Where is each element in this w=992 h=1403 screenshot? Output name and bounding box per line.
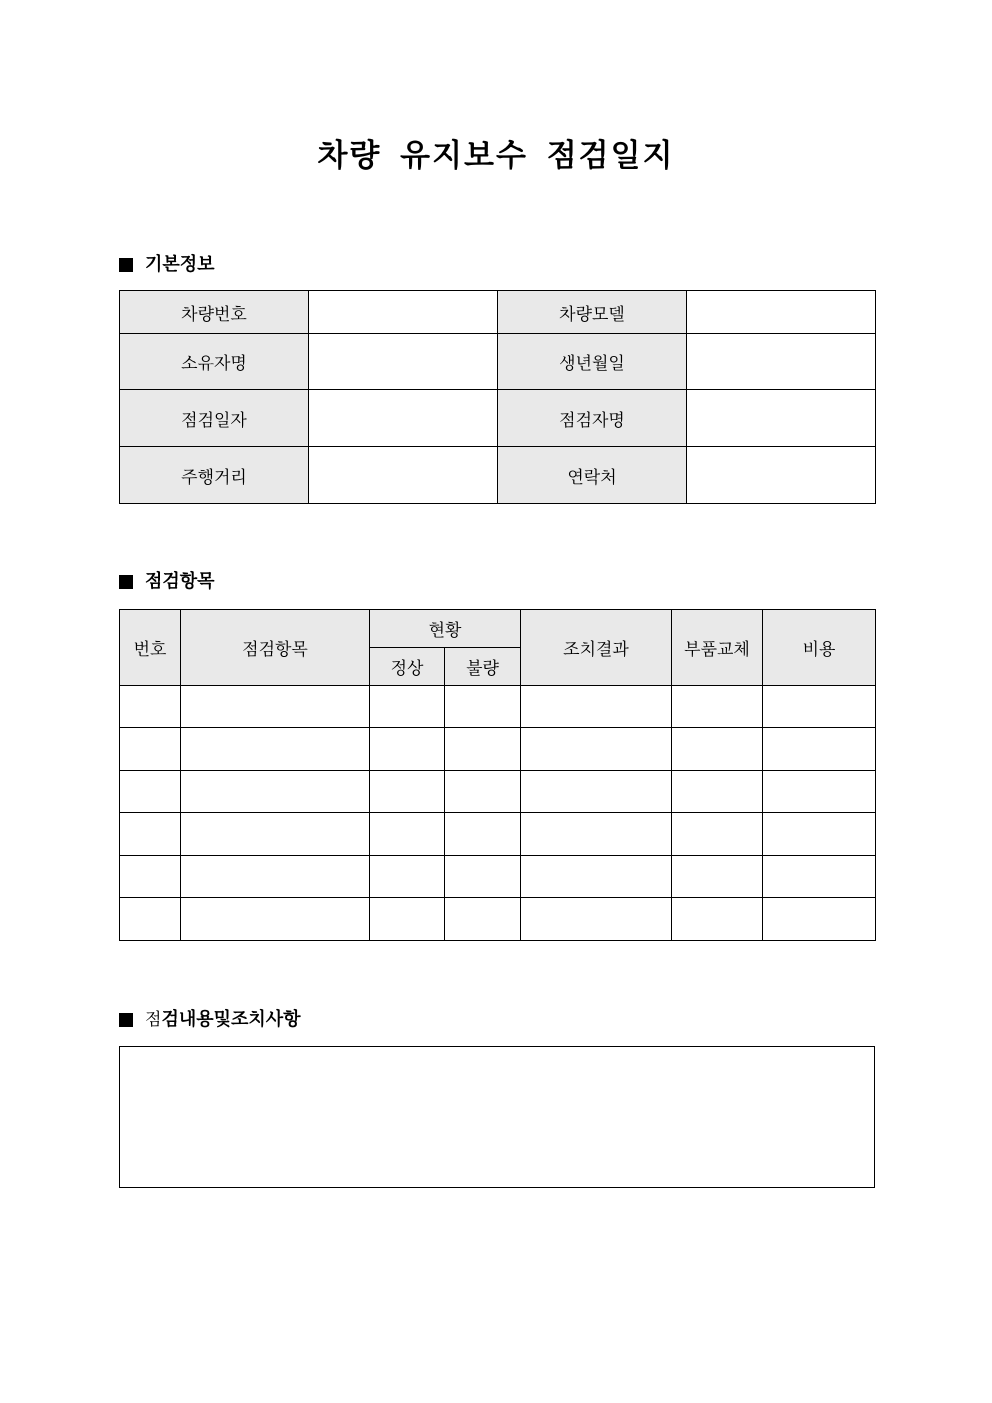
parts-replacement-cell[interactable] <box>672 686 763 728</box>
owner-name-field[interactable] <box>309 334 498 390</box>
contact-label: 연락처 <box>498 447 687 504</box>
square-bullet-icon <box>119 575 133 589</box>
mileage-field[interactable] <box>309 447 498 504</box>
parts-replacement-cell[interactable] <box>672 813 763 856</box>
defective-cell[interactable] <box>445 813 521 856</box>
notes-heading <box>119 1008 301 1032</box>
normal-cell[interactable] <box>370 686 445 728</box>
table-row <box>120 728 876 771</box>
column-header-cost: 비용 <box>763 610 876 686</box>
inspector-name-field[interactable] <box>687 390 876 447</box>
number-cell[interactable] <box>120 813 181 856</box>
birth-date-field[interactable] <box>687 334 876 390</box>
parts-replacement-cell[interactable] <box>672 728 763 771</box>
parts-replacement-cell[interactable] <box>672 771 763 813</box>
notes-heading-text: 검내용및조치사항 <box>161 1009 301 1030</box>
mileage-label: 주행거리 <box>120 447 309 504</box>
column-header-defective: 불량 <box>445 648 521 686</box>
number-cell[interactable] <box>120 856 181 898</box>
defective-cell[interactable] <box>445 856 521 898</box>
item-cell[interactable] <box>181 856 370 898</box>
square-bullet-icon <box>119 258 133 272</box>
table-row <box>120 291 876 334</box>
inspection-items-table <box>119 609 876 941</box>
table-header-row <box>120 610 876 648</box>
normal-cell[interactable] <box>370 813 445 856</box>
vehicle-number-label: 차량번호 <box>120 291 309 334</box>
column-header-normal: 정상 <box>370 648 445 686</box>
action-result-cell[interactable] <box>521 771 672 813</box>
column-header-status: 현황 <box>370 610 521 648</box>
cost-cell[interactable] <box>763 856 876 898</box>
contact-field[interactable] <box>687 447 876 504</box>
inspection-items-heading <box>119 570 215 594</box>
item-cell[interactable] <box>181 686 370 728</box>
table-row <box>120 447 876 504</box>
column-header-action-result: 조치결과 <box>521 610 672 686</box>
action-result-cell[interactable] <box>521 898 672 941</box>
table-row <box>120 686 876 728</box>
owner-name-label: 소유자명 <box>120 334 309 390</box>
item-cell[interactable] <box>181 813 370 856</box>
normal-cell[interactable] <box>370 728 445 771</box>
notes-textarea[interactable] <box>119 1046 875 1188</box>
column-header-parts-replacement: 부품교체 <box>672 610 763 686</box>
number-cell[interactable] <box>120 728 181 771</box>
cost-cell[interactable] <box>763 813 876 856</box>
parts-replacement-cell[interactable] <box>672 856 763 898</box>
vehicle-number-field[interactable] <box>309 291 498 334</box>
vehicle-model-field[interactable] <box>687 291 876 334</box>
basic-info-table <box>119 290 876 504</box>
number-cell[interactable] <box>120 686 181 728</box>
defective-cell[interactable] <box>445 728 521 771</box>
defective-cell[interactable] <box>445 771 521 813</box>
vehicle-model-label: 차량모델 <box>498 291 687 334</box>
basic-info-heading <box>119 253 215 277</box>
birth-date-label: 생년월일 <box>498 334 687 390</box>
square-bullet-icon <box>119 1013 133 1027</box>
basic-info-heading-text: 기본정보 <box>145 254 215 275</box>
document-title: 차량 유지보수 점검일지 <box>317 138 675 174</box>
defective-cell[interactable] <box>445 898 521 941</box>
table-row <box>120 771 876 813</box>
column-header-item: 점검항목 <box>181 610 370 686</box>
table-row <box>120 334 876 390</box>
inspection-items-heading-text: 점검항목 <box>145 571 215 592</box>
action-result-cell[interactable] <box>521 856 672 898</box>
notes-heading-prefix: 점 <box>145 1010 162 1030</box>
action-result-cell[interactable] <box>521 728 672 771</box>
action-result-cell[interactable] <box>521 813 672 856</box>
table-row <box>120 856 876 898</box>
item-cell[interactable] <box>181 728 370 771</box>
normal-cell[interactable] <box>370 771 445 813</box>
action-result-cell[interactable] <box>521 686 672 728</box>
cost-cell[interactable] <box>763 898 876 941</box>
cost-cell[interactable] <box>763 728 876 771</box>
item-cell[interactable] <box>181 898 370 941</box>
normal-cell[interactable] <box>370 898 445 941</box>
column-header-number: 번호 <box>120 610 181 686</box>
number-cell[interactable] <box>120 898 181 941</box>
item-cell[interactable] <box>181 771 370 813</box>
table-row <box>120 898 876 941</box>
table-row <box>120 813 876 856</box>
inspection-date-label: 점검일자 <box>120 390 309 447</box>
table-row <box>120 390 876 447</box>
defective-cell[interactable] <box>445 686 521 728</box>
number-cell[interactable] <box>120 771 181 813</box>
cost-cell[interactable] <box>763 686 876 728</box>
inspection-date-field[interactable] <box>309 390 498 447</box>
parts-replacement-cell[interactable] <box>672 898 763 941</box>
normal-cell[interactable] <box>370 856 445 898</box>
cost-cell[interactable] <box>763 771 876 813</box>
inspector-name-label: 점검자명 <box>498 390 687 447</box>
